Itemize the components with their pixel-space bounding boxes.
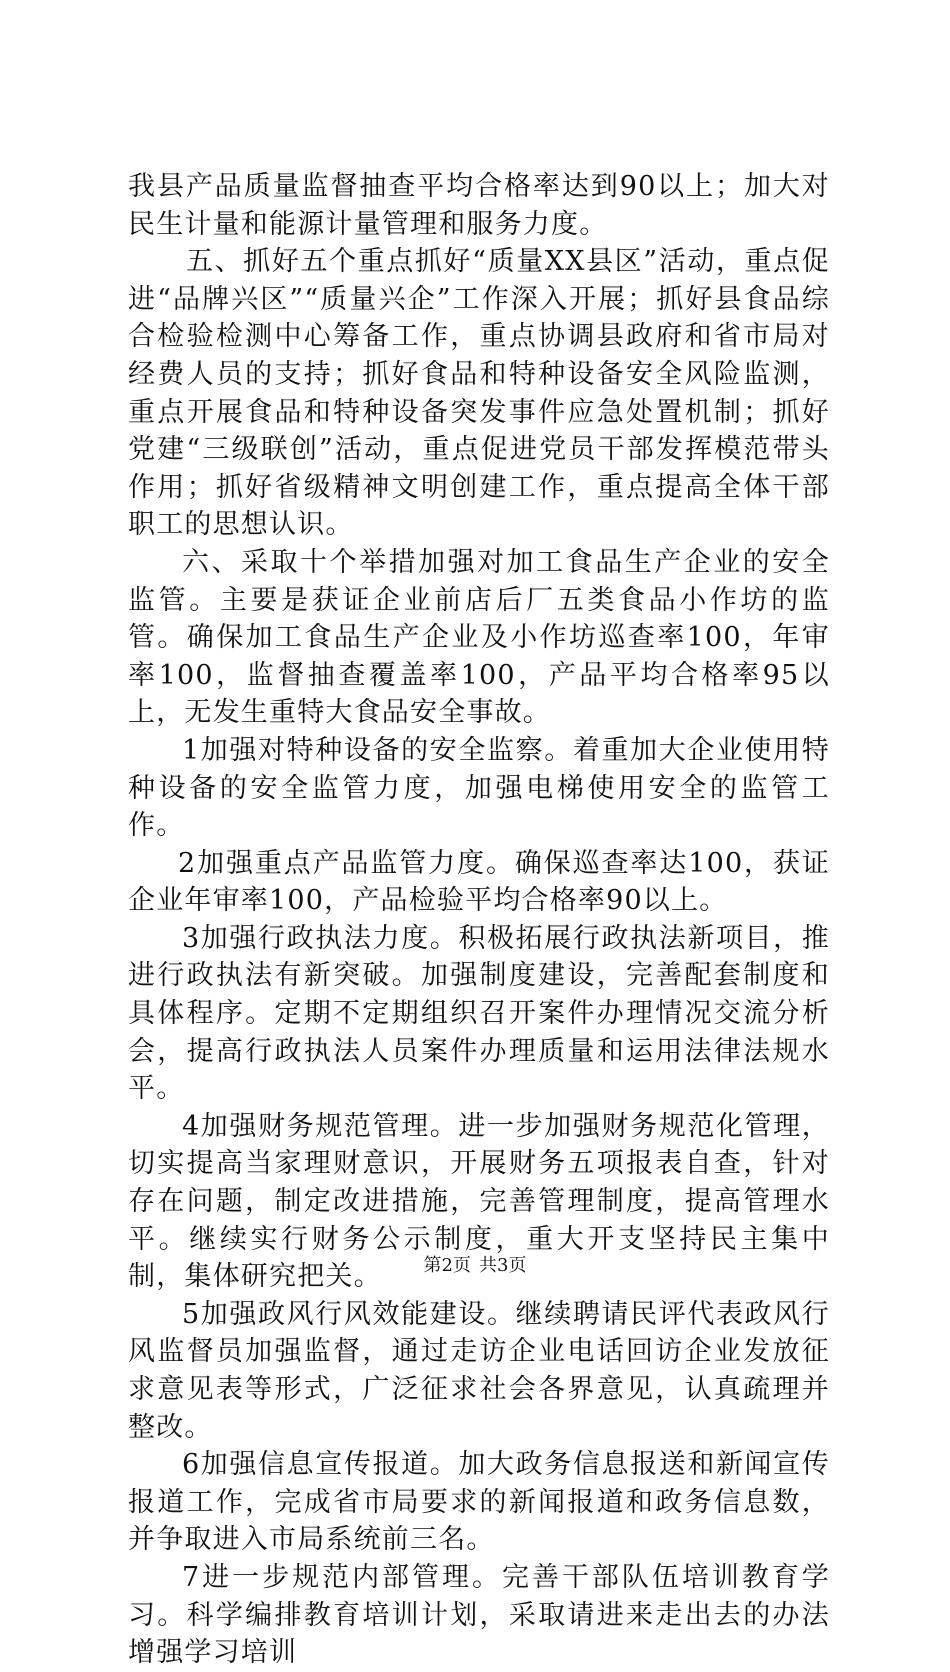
page-footer bbox=[0, 1254, 950, 1278]
paragraph-item-2: 2加强重点产品监管力度。确保巡查率达100，获证企业年审率100，产品检验平均合格率90以上。 bbox=[128, 847, 830, 917]
paragraph-continuation: 我县产品质量监督抽查平均合格率达到90以上；加大对民生计量和能源计量管理和服务力度。 bbox=[128, 171, 830, 240]
paragraph-item-1: 1加强对特种设备的安全监察。着重加大企业使用特种设备的安全监管力度，加强电梯使用安全的监管工作。 bbox=[128, 734, 830, 842]
page-number: 第2页 bbox=[423, 1255, 471, 1276]
paragraph-item-4: 4加强财务规范管理。进一步加强财务规范化管理，切实提高当家理财意识，开展财务五项报表自查，针对存在问题，制定改进措施，完善管理制度，提高管理水平。继续实行财务公示制度，重大开支坚持民主集中制，集体研究把关。 bbox=[128, 1110, 830, 1293]
paragraph-section-five: 五、抓好五个重点抓好“质量XX县区”活动，重点促进“品牌兴区”“质量兴企”工作深入开展；抓好县食品综合检验检测中心筹备工作，重点协调县政府和省市局对经费人员的支持；抓好食品和特种设备安全风险监测，重点开展食品和特种设备突发事件应急处置机制；抓好党建“三级联创”活动，重点促进党员干部发挥模范带头作用；抓好省级精神文明创建工作，重点提高全体干部职工的思想认识。 bbox=[128, 246, 830, 541]
document-body bbox=[128, 168, 830, 1672]
paragraph-section-six: 六、采取十个举措加强对加工食品生产企业的安全监管。主要是获证企业前店后厂五类食品小作坊的监管。确保加工食品生产企业及小作坊巡查率100，年审率100，监督抽查覆盖率100，产品平均合格率95以上，无发生重特大食品安全事故。 bbox=[128, 546, 830, 729]
paragraph-item-7: 7进一步规范内部管理。完善干部队伍培训教育学习。科学编排教育培训计划，采取请进来走出去的办法增强学习培训 bbox=[128, 1561, 830, 1669]
paragraph-item-3: 3加强行政执法力度。积极拓展行政执法新项目，推进行政执法有新突破。加强制度建设，完善配套制度和具体程序。定期不定期组织召开案件办理情况交流分析会，提高行政执法人员案件办理质量和运用法律法规水平。 bbox=[128, 922, 830, 1105]
paragraph-item-5: 5加强政风行风效能建设。继续聘请民评代表政风行风监督员加强监督，通过走访企业电话回访企业发放征求意见表等形式，广泛征求社会各界意见，认真疏理并整改。 bbox=[128, 1298, 830, 1443]
paragraph-item-6: 6加强信息宣传报道。加大政务信息报送和新闻宣传报道工作，完成省市局要求的新闻报道和政务信息数，并争取进入市局系统前三名。 bbox=[128, 1449, 830, 1556]
page-total: 共3页 bbox=[479, 1255, 527, 1276]
